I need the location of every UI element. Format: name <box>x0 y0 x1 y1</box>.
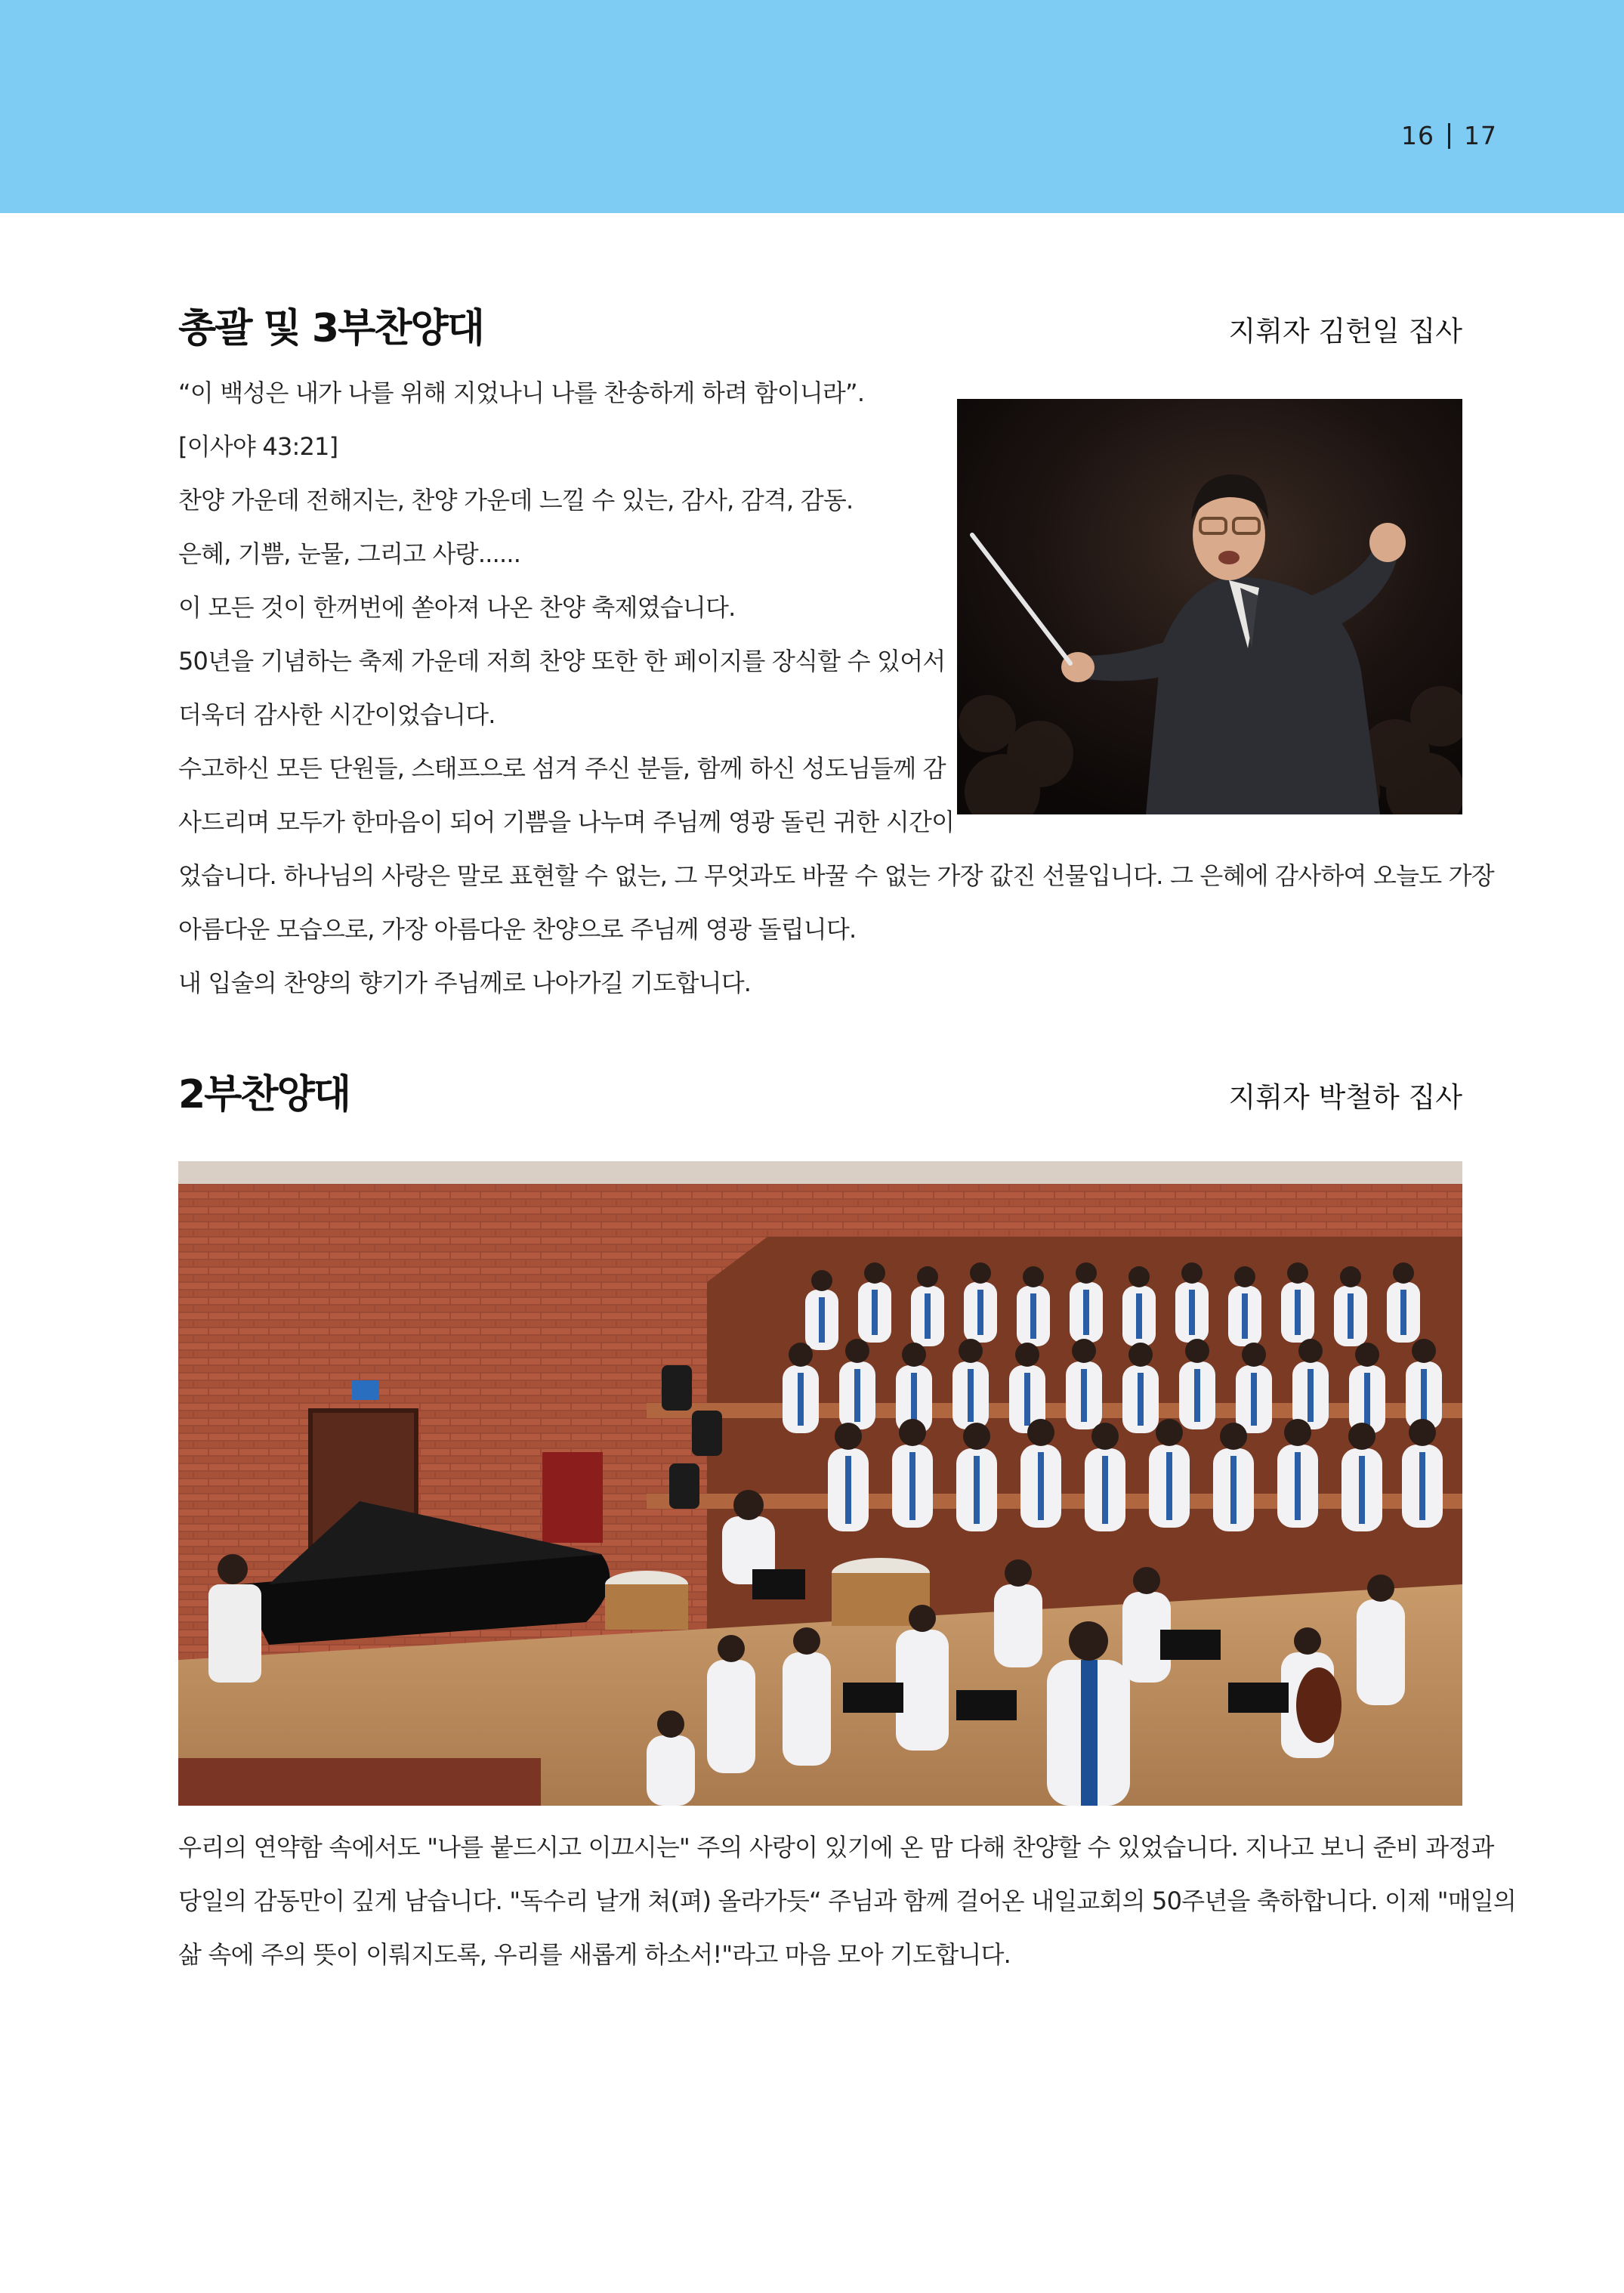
section2-line-3: 삶 속에 주의 뜻이 이뤄지도록, 우리를 새롭게 하소서!"라고 마음 모아 기도합니다. <box>178 1940 1011 1969</box>
page-numbers <box>1401 121 1497 150</box>
section2-line-2: 당일의 감동만이 깊게 남습니다. "독수리 날개 쳐(펴) 올라가듯“ 주님과 함께 걸어온 내일교회의 50주년을 축하합니다. 이제 "매일의 <box>178 1887 1517 1915</box>
section1-line-12: 내 입술의 찬양의 향기가 주님께로 나아가길 기도합니다. <box>178 969 752 997</box>
section1-title: 총괄 및 3부찬양대 <box>178 306 484 351</box>
conductor-photo <box>957 399 1462 814</box>
section1-line-7: 더욱더 감사한 시간이었습니다. <box>178 700 496 729</box>
section1-line-11: 아름다운 모습으로, 가장 아름다운 찬양으로 주님께 영광 돌립니다. <box>178 915 857 944</box>
page-number-right: 17 <box>1464 121 1497 150</box>
section1-line-2: [이사야 43:21] <box>178 432 338 461</box>
section1-line-1: “이 백성은 내가 나를 위해 지었나니 나를 찬송하게 하려 함이니라”. <box>178 379 865 407</box>
section2-line-1: 우리의 연약함 속에서도 "나를 붙드시고 이끄시는" 주의 사랑이 있기에 온 맘 다해 찬양할 수 있었습니다. 지나고 보니 준비 과정과 <box>178 1833 1494 1862</box>
page-number-left: 16 <box>1401 121 1434 150</box>
section1-line-8: 수고하신 모든 단원들, 스태프으로 섬겨 주신 분들, 함께 하신 성도님들께 감 <box>178 754 946 783</box>
choir-orchestra-photo <box>178 1161 1462 1806</box>
page-number-divider <box>1448 123 1450 149</box>
section1-conductor: 지휘자 김헌일 집사 <box>1228 315 1462 348</box>
section2-conductor: 지휘자 박철하 집사 <box>1228 1081 1462 1114</box>
header-band <box>0 0 1624 213</box>
section1-line-10: 었습니다. 하나님의 사랑은 말로 표현할 수 없는, 그 무엇과도 바꿀 수 없는 가장 값진 선물입니다. 그 은혜에 감사하여 오늘도 가장 <box>178 861 1494 890</box>
section1-line-4: 은혜, 기쁨, 눈물, 그리고 사랑...... <box>178 539 521 568</box>
section1-line-6: 50년을 기념하는 축제 가운데 저희 찬양 또한 한 페이지를 장식할 수 있어서 <box>178 647 946 675</box>
section1-line-5: 이 모든 것이 한꺼번에 쏟아져 나온 찬양 축제였습니다. <box>178 593 736 622</box>
section1-line-9: 사드리며 모두가 한마음이 되어 기쁨을 나누며 주님께 영광 돌린 귀한 시간이 <box>178 808 955 836</box>
section2-title: 2부찬양대 <box>178 1072 350 1117</box>
section1-line-3: 찬양 가운데 전해지는, 찬양 가운데 느낄 수 있는, 감사, 감격, 감동. <box>178 486 854 515</box>
